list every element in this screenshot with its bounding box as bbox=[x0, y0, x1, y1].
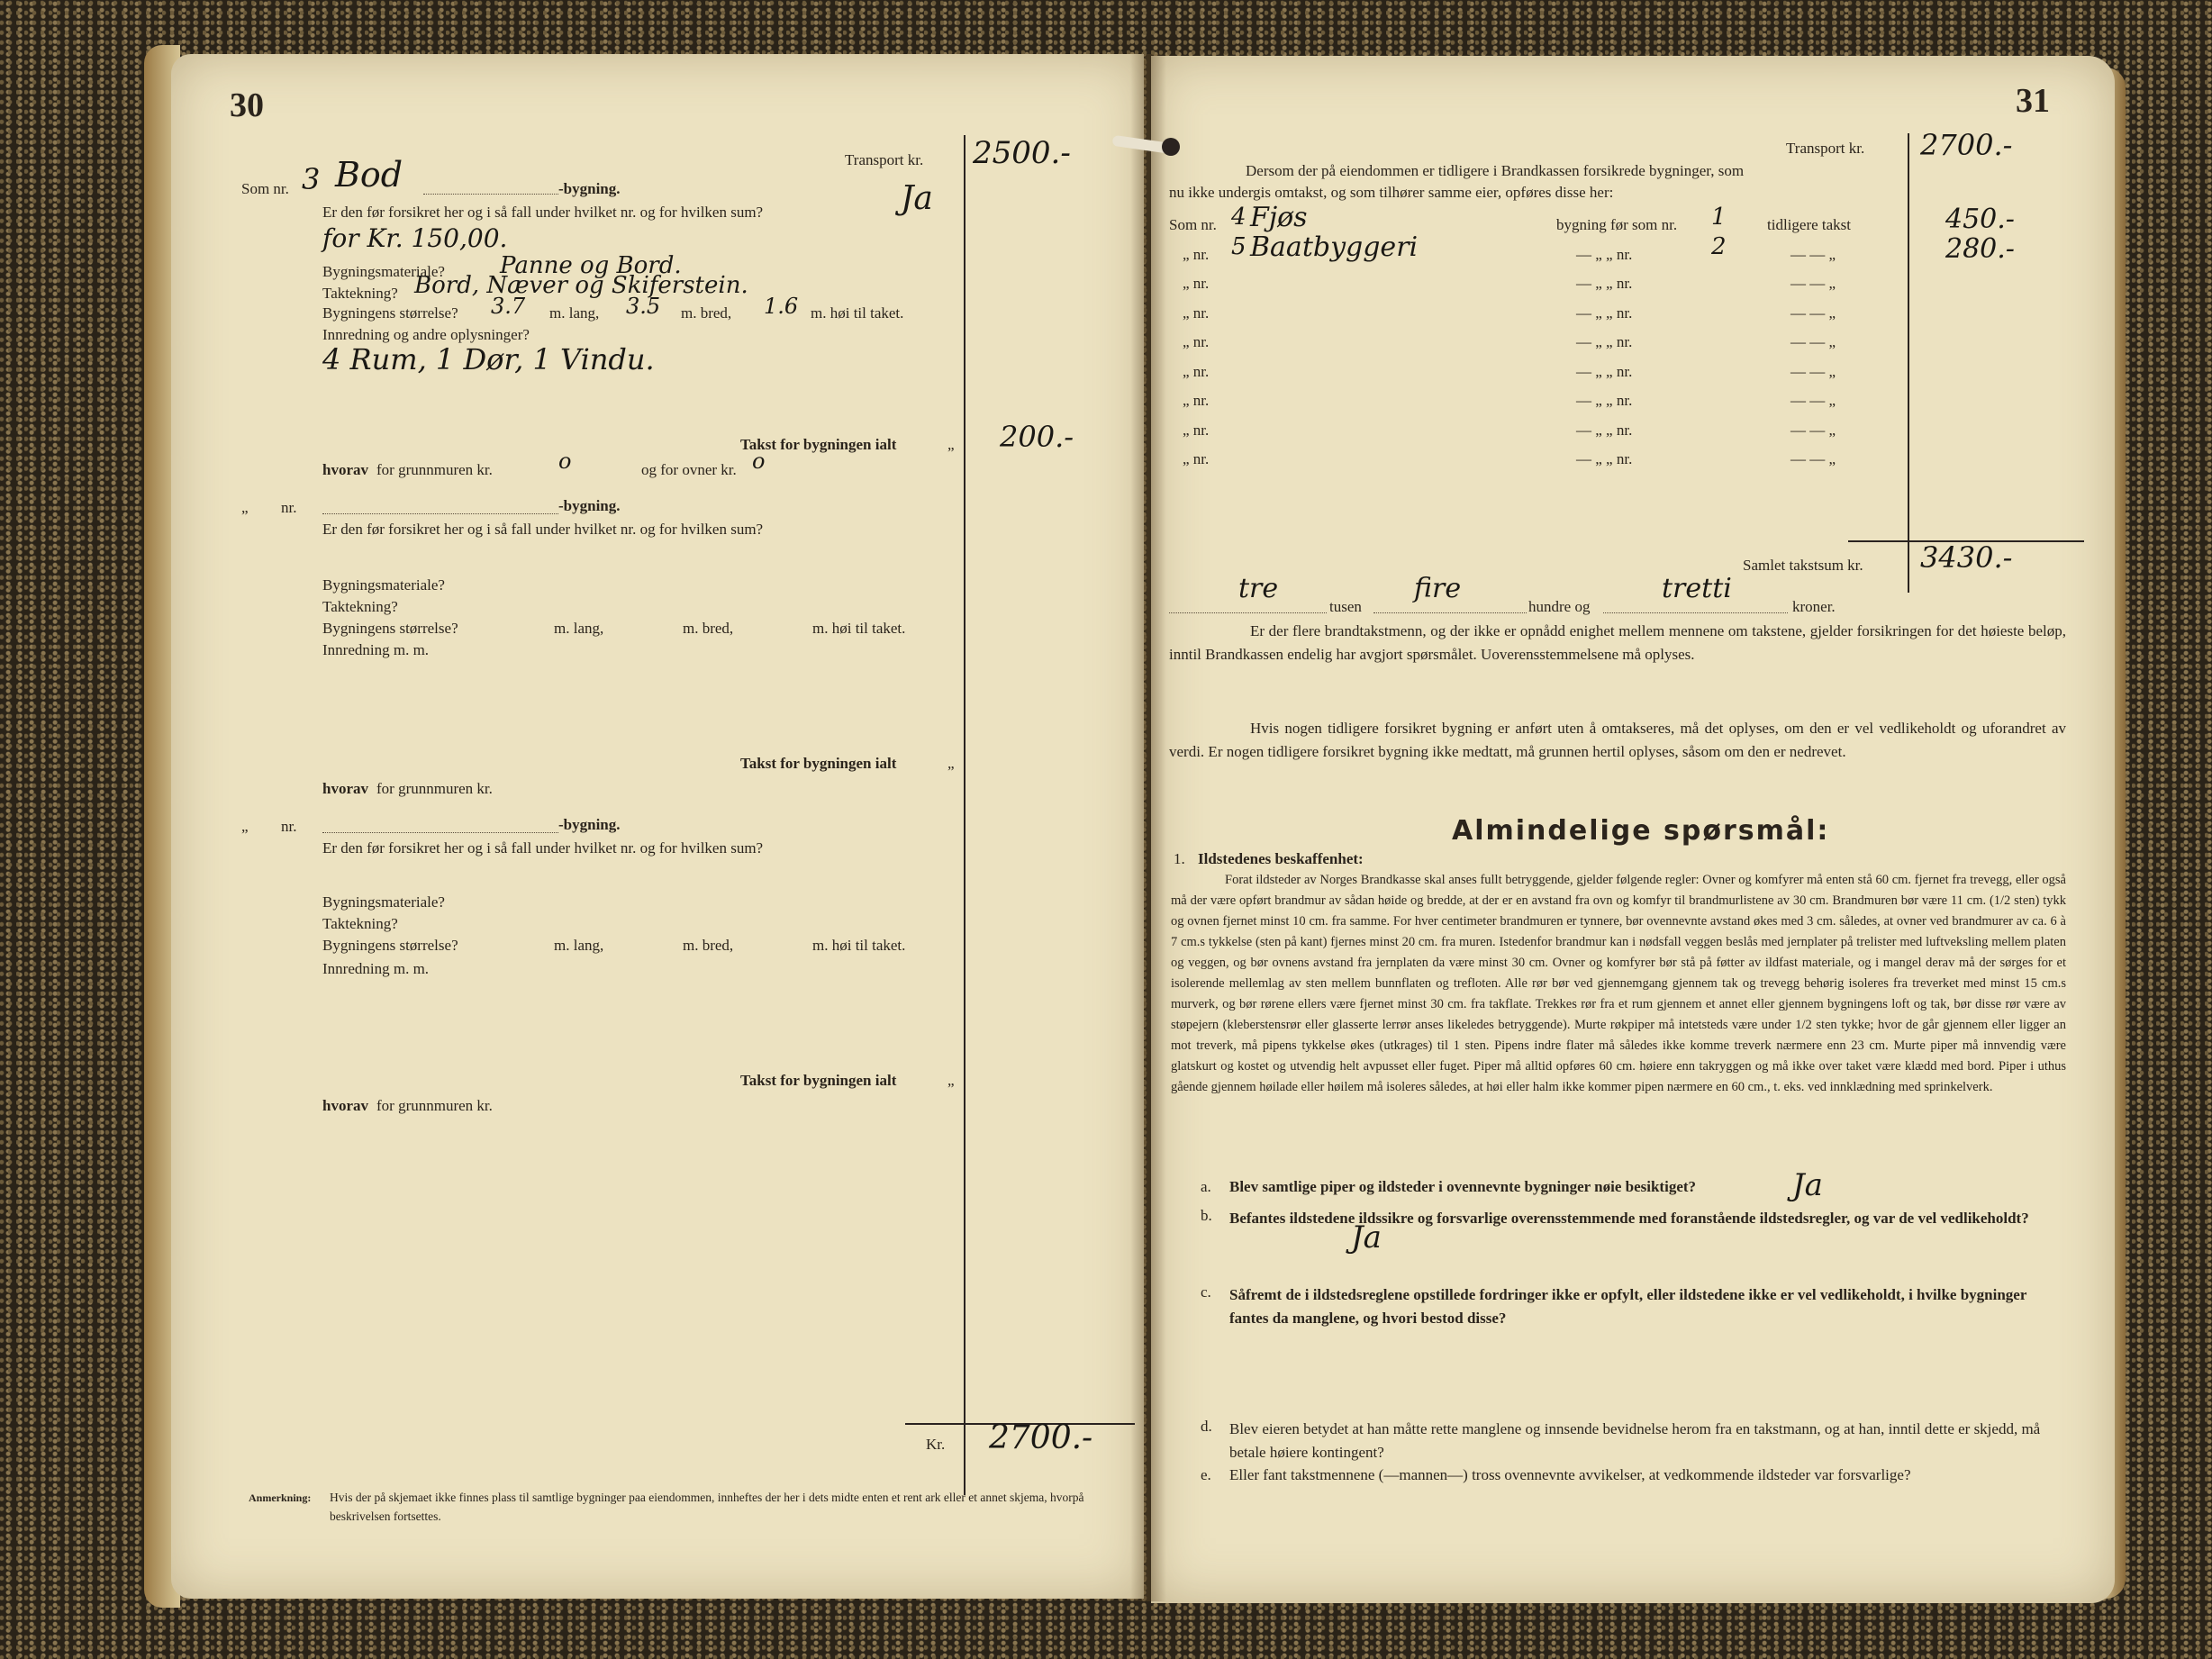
row-bygning-text: — „ „ nr. bbox=[1576, 245, 1633, 263]
takst-label-2: Takst for bygningen ialt bbox=[740, 755, 897, 772]
qc-question: Såfremt de i ildstedsreglene opstillede fordringer ikke er opfylt, eller ildstedene ikke er vel vedlikeholdt, i hvilke bygninger fantes da manglene, og hvori bestod disse? bbox=[1229, 1286, 2027, 1327]
qc-label: c. bbox=[1201, 1283, 1211, 1301]
storrelse-label: Bygningens størrelse? bbox=[322, 620, 458, 637]
height-value: 1.6 bbox=[764, 294, 799, 319]
samlet-label: Samlet takstsum kr. bbox=[1743, 557, 1863, 574]
storrelse-label: Bygningens størrelse? bbox=[322, 937, 458, 954]
row-label: „ nr. bbox=[1183, 362, 1210, 380]
m-hoi: m. høi til taket. bbox=[812, 937, 906, 954]
kroner-label: kroner. bbox=[1792, 598, 1836, 615]
transport-label-right: Transport kr. bbox=[1786, 140, 1865, 157]
row-takst-text: — — „ bbox=[1790, 392, 1836, 409]
dotted-line bbox=[1603, 612, 1788, 613]
ditto-mark: „ bbox=[241, 499, 249, 516]
samlet-value: 3430.- bbox=[1920, 540, 2013, 575]
row-name: Baatbyggeri bbox=[1250, 231, 1419, 263]
page-number-right: 31 bbox=[2016, 82, 2050, 120]
hvorav-label: hvorav bbox=[322, 780, 368, 797]
hvorav-label: hvorav bbox=[322, 1097, 368, 1114]
qa-answer: Ja bbox=[1792, 1167, 1823, 1203]
tusen-label: tusen bbox=[1329, 598, 1362, 615]
som-nr-label: Som nr. bbox=[241, 180, 289, 197]
m-bred: m. bred, bbox=[681, 304, 732, 322]
forsikret-answer-sum: for Kr. 150,00. bbox=[322, 223, 508, 253]
taktekning-answer: Bord, Næver og Skiferstein. bbox=[414, 272, 748, 299]
row-bygning-text: — „ „ nr. bbox=[1576, 392, 1633, 409]
forsikret-question: Er den før forsikret her og i så fall under hvilket nr. og for hvilken sum? bbox=[322, 204, 764, 221]
row-label: „ nr. bbox=[1183, 333, 1210, 350]
row-prev-nr: 1 bbox=[1711, 204, 1727, 231]
page-number-left: 30 bbox=[230, 86, 264, 124]
row-label: „ nr. bbox=[1183, 450, 1210, 467]
row-takst-text: — — „ bbox=[1790, 275, 1836, 292]
transport-value-right: 2700.- bbox=[1920, 128, 2013, 162]
row-label: „ nr. bbox=[1183, 421, 1210, 439]
row-takst: 280.- bbox=[1945, 232, 2015, 265]
grunnmuren-label: for grunnmuren kr. bbox=[376, 1097, 493, 1114]
taktekning-label: Taktekning? bbox=[322, 915, 398, 932]
ditto-mark: „ bbox=[241, 818, 249, 835]
section-title: Almindelige spørsmål: bbox=[1452, 815, 1830, 847]
anmerkning-text: Hvis der på skjemaet ikke finnes plass til samtlige bygninger paa eiendommen, innheftes der her i dets midte enten et rent ark eller et annet skjema, hvorpå beskrivelsen fortsettes. bbox=[330, 1491, 1084, 1523]
row-takst-text: — — „ bbox=[1790, 304, 1836, 322]
row-takst-text: tidligere takst bbox=[1767, 216, 1852, 233]
intro-line-1: Dersom der på eiendommen er tidligere i Brandkassen forsikrede bygninger, som bbox=[1246, 162, 1745, 179]
takst-label-1: Takst for bygningen ialt bbox=[740, 436, 897, 453]
materiale-label: Bygningsmateriale? bbox=[322, 893, 445, 911]
row-bygning-text: — „ „ nr. bbox=[1576, 450, 1633, 467]
qa-question: Blev samtlige piper og ildsteder i ovennevnte bygninger nøie besiktiget? bbox=[1229, 1178, 1697, 1195]
takst-value-1: 200.- bbox=[1000, 420, 1074, 454]
amount-column-rule-right bbox=[1908, 133, 1909, 593]
m-hoi: m. høi til taket. bbox=[811, 304, 904, 322]
binding-hole bbox=[1162, 138, 1180, 156]
row-bygning-text: — „ „ nr. bbox=[1576, 421, 1633, 439]
m-hoi: m. høi til taket. bbox=[812, 620, 906, 637]
qb-answer: Ja bbox=[1351, 1219, 1382, 1256]
ditto-mark: „ bbox=[947, 755, 955, 772]
materiale-label: Bygningsmateriale? bbox=[322, 576, 445, 594]
qb-label: b. bbox=[1201, 1207, 1212, 1224]
innredning-label: Innredning m. m. bbox=[322, 960, 430, 977]
storrelse-label: Bygningens størrelse? bbox=[322, 304, 458, 322]
innredning-label: Innredning og andre oplysninger? bbox=[322, 326, 530, 343]
q1-number: 1. bbox=[1174, 850, 1185, 867]
hundre-word: fire bbox=[1414, 573, 1462, 604]
transport-label-left: Transport kr. bbox=[845, 151, 924, 168]
anmerkning-label: Anmerkning: bbox=[249, 1491, 312, 1504]
m-lang: m. lang, bbox=[554, 937, 604, 954]
innredning-label: Innredning m. m. bbox=[322, 641, 430, 658]
nr-label: nr. bbox=[281, 499, 297, 516]
row-takst-text: — — „ bbox=[1790, 333, 1836, 350]
row-takst-text: — — „ bbox=[1790, 450, 1836, 467]
intro-line-2: nu ikke undergis omtakst, og som tilhører samme eier, opføres disse her: bbox=[1169, 184, 1614, 201]
dotted-line bbox=[1373, 612, 1527, 613]
row-label: „ nr. bbox=[1183, 392, 1210, 409]
transport-value-left: 2500.- bbox=[973, 135, 1071, 171]
bygning-suffix: -bygning. bbox=[558, 816, 621, 833]
hundre-label: hundre og bbox=[1528, 598, 1591, 615]
qe-question: Eller fant takstmennene (—mannen—) tross ovennevnte avvikelser, at vedkommende ildsteder var forsvarlige? bbox=[1229, 1466, 1911, 1483]
row-takst-text: — — „ bbox=[1790, 362, 1836, 380]
row-takst: 450.- bbox=[1945, 204, 2015, 235]
m-bred: m. bred, bbox=[683, 620, 734, 637]
kr-label: Kr. bbox=[926, 1436, 946, 1453]
row-takst-text: — — „ bbox=[1790, 421, 1836, 439]
ditto-mark: „ bbox=[947, 1072, 955, 1089]
ildsted-regler-text: Forat ildsteder av Norges Brandkasse skal anses fullt betryggende, gjelder følgende regler: Ovner og komfyrer må enten stå 60 cm. fjernet fra trevegg, eller også må der være opført brandmur av sådan høide og bredde, at der er en avstand fra ovn og komfyr til brandmurlistene av 30 cm. Brandmuren bør være 11 cm. (1/2 sten) tykk og ovnen fjernet minst 10 cm. fra samme. For hver centimeter brandmuren er tynnere, bør ovennevnte avstand økes med 3 cm. således, at ovner ved brandmurer av ca. 6 à 7 cm.s tykkelse (sten på kant) fjernes minst 20 cm. fra muren. Istedenfor brandmur kan i nødsfall veggen beslås med jernplater på trelister med luftveksling mellem platen og veggen, og bør ovnens avstand fra jernplaten da være minst 30 cm. Ovner og komfyrer bør stå på føtter av ildfast materiale, og i mangel derav må der sørges for et isolerende mellemlag av sten mellem bunnflaten og trefloten. Alle rør bør ved gjennemgang gjennem tak og trevegg behørig isoleres fra treverket med minst 15 cm.s murverk, og bør rørene ellers være fjernet minst 30 cm. fra takflate. Trekkes rør fra et rum gjennem et annet eller gjennem bygningens loft og tak, bør disse rør være av støpejern (kleberstensrør eller glasserte lerrør anses likeledes betryggende). Murte røkpiper må intetsteds være under 1/2 sten tykke; hvor de går gjennem eller ligger an mot treverk, må pipens tykkelse økes (utkrages) til 1 sten. Pipens indre flater må således ikke komme treverk nærmere enn 23 cm. Murte piper må innvendig være glatskurt og kostet og utvendig helt avpusset eller fuget. Piper må alltid opføres 60 cm. høiere enn takryggen og må ikke over taket være klædd med bord. Piper i uthus gående gjennem høilade eller høilem må isoleres således, at høi eller halm ikke kommer pipen nærmere en 60 cm., t. eks. ved innklædning med sprinkelverk. bbox=[1171, 873, 2066, 1094]
row-bygning-text: — „ „ nr. bbox=[1576, 275, 1633, 292]
book-gutter bbox=[1130, 54, 1166, 1601]
nr-label: nr. bbox=[281, 818, 297, 835]
total-value: 2700.- bbox=[989, 1419, 1093, 1456]
innredning-answer: 4 Rum, 1 Dør, 1 Vindu. bbox=[322, 342, 655, 376]
qa-label: a. bbox=[1201, 1178, 1211, 1195]
qd-question: Blev eieren betydet at han måtte rette manglene og innsende bevidnelse herom fra en takstmann, og at han, inntil dette er skjedd, må betale høiere kontingent? bbox=[1229, 1420, 2041, 1461]
row-label: „ nr. bbox=[1183, 245, 1210, 263]
m-bred: m. bred, bbox=[683, 937, 734, 954]
materiale-answer: Panne og Bord. bbox=[500, 252, 682, 279]
row-bygning-text: bygning før som nr. bbox=[1556, 216, 1678, 233]
bygning-suffix: -bygning. bbox=[558, 497, 621, 514]
takst-label-3: Takst for bygningen ialt bbox=[740, 1072, 897, 1089]
row-prev-nr: 2 bbox=[1711, 232, 1727, 260]
bygning-suffix: -bygning. bbox=[558, 180, 621, 197]
row-takst-text: — — „ bbox=[1790, 245, 1836, 263]
q1-title: Ildstedenes beskaffenhet: bbox=[1198, 850, 1364, 867]
row-nr: 4 bbox=[1231, 204, 1247, 231]
ovner-value: o bbox=[752, 449, 766, 474]
dotted-line bbox=[322, 832, 558, 833]
m-lang: m. lang, bbox=[554, 620, 604, 637]
hvorav-label: hvorav bbox=[322, 461, 368, 478]
ovner-label: og for ovner kr. bbox=[641, 461, 737, 478]
paragraph-tidligere-forsikret: Hvis nogen tidligere forsikret bygning er anført uten å omtakseres, må det oplyses, om den er vel vedlikeholdt og uforandret av verdi. Er nogen tidligere forsikret bygning ikke medtatt, må grunnen hertil oplyses, såsom om den er nedrevet. bbox=[1169, 720, 2066, 760]
paragraph-brandtakstmenn: Er der flere brandtakstmenn, og der ikke er opnådd enighet mellem mennene om takstene, gjelder forsikringen for det høieste beløp, inntil Brandkassen endelig har avgjort spørsmålet. Uoverensstemmelsene må oplyses. bbox=[1169, 622, 2066, 663]
building-name: Bod bbox=[335, 155, 403, 195]
grunnmuren-label: for grunnmuren kr. bbox=[376, 461, 493, 478]
row-label: „ nr. bbox=[1183, 304, 1210, 322]
row-bygning-text: — „ „ nr. bbox=[1576, 362, 1633, 380]
row-label: Som nr. bbox=[1169, 216, 1217, 233]
row-name: Fjøs bbox=[1250, 202, 1308, 233]
qd-label: d. bbox=[1201, 1418, 1212, 1435]
forsikret-question: Er den før forsikret her og i så fall under hvilket nr. og for hvilken sum? bbox=[322, 839, 764, 857]
qb-question: Befantes ildstedene ildssikre og forsvarlige overensstemmende med foranstående ildstedsregler, og var de vel vedlikeholdt? bbox=[1229, 1210, 2029, 1227]
materiale-label: Bygningsmateriale? bbox=[322, 263, 445, 280]
m-lang: m. lang, bbox=[549, 304, 600, 322]
taktekning-label: Taktekning? bbox=[322, 285, 398, 302]
row-nr: 5 bbox=[1231, 232, 1247, 260]
width-value: 3.5 bbox=[626, 294, 661, 319]
qe-label: e. bbox=[1201, 1466, 1211, 1483]
grunnmur-value: o bbox=[558, 449, 572, 474]
building-number: 3 bbox=[302, 162, 321, 196]
row-label: „ nr. bbox=[1183, 275, 1210, 292]
grunnmuren-label: for grunnmuren kr. bbox=[376, 780, 493, 797]
row-bygning-text: — „ „ nr. bbox=[1576, 304, 1633, 322]
tusen-word: tre bbox=[1238, 573, 1279, 604]
forsikret-question: Er den før forsikret her og i så fall under hvilket nr. og for hvilken sum? bbox=[322, 521, 764, 538]
dotted-line bbox=[423, 194, 558, 195]
length-value: 3.7 bbox=[491, 294, 526, 319]
amount-column-rule bbox=[964, 135, 965, 1495]
taktekning-label: Taktekning? bbox=[322, 598, 398, 615]
dotted-line bbox=[1169, 612, 1327, 613]
forsikret-answer: Ja bbox=[901, 180, 933, 217]
ditto-mark: „ bbox=[947, 436, 955, 453]
row-bygning-text: — „ „ nr. bbox=[1576, 333, 1633, 350]
dotted-line bbox=[322, 513, 558, 514]
tiere-word: tretti bbox=[1662, 573, 1732, 604]
